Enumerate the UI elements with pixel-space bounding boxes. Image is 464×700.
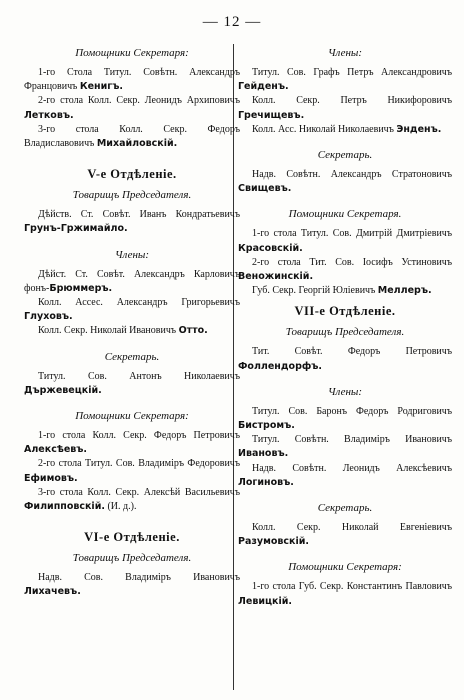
heading-members: Члены: xyxy=(114,248,150,261)
entry: 1-го Стола Титул. Совѣтн. Александръ Францовичъ Кенигъ. xyxy=(24,67,240,93)
entry: Губ. Секр. Георгій Юліевичъ Меллеръ. xyxy=(252,285,432,297)
entry: Надв. Совѣтн. Александръ Стратоновичъ Свищевъ. xyxy=(238,169,452,195)
entry: Титул. Совѣтн. Владиміръ Ивановичъ Ивановъ. xyxy=(238,434,452,460)
heading-members: Члены: xyxy=(327,385,363,398)
entry: 3-го стола Колл. Секр. Федоръ Владиславовичъ Михайловскій. xyxy=(24,123,240,150)
heading-deputy-chair: Товарищъ Председателя. xyxy=(72,189,192,202)
left-column xyxy=(24,46,240,600)
heading-secretary: Секретарь. xyxy=(317,502,373,515)
entry: Титул. Сов. Графъ Петръ Александровичъ Гейденъ. xyxy=(238,67,452,93)
heading-members: Члены: xyxy=(327,47,363,59)
entry: 1-го стола Колл. Секр. Федоръ Петровичъ Алексѣевъ. xyxy=(24,430,240,456)
section-title: VI-е Отдѣленіе. xyxy=(84,530,180,545)
entry: Колл. Секр. Николай Ивановичъ Отто. xyxy=(38,325,208,337)
heading-secretary: Секретарь. xyxy=(317,149,373,162)
entry: 3-го стола Колл. Секр. Алексѣй Васильевичъ Филипповскій. (И. д.). xyxy=(24,486,240,513)
heading-secretary: Секретарь. xyxy=(104,350,160,363)
entry: 2-го стола Колл. Секр. Леонидъ Архиповичъ Летковъ. xyxy=(24,95,240,121)
right-column xyxy=(238,46,452,609)
entry: Титул. Сов. Антонъ Николаевичъ Държевецкій. xyxy=(24,370,240,396)
entry: 2-го стола Титул. Сов. Владиміръ Федоровичъ Ефимовъ. xyxy=(24,458,240,484)
heading-assistants: Помощники Секретаря. xyxy=(288,208,402,221)
entry: Надв. Совѣтн. Леонидъ Алексѣевичъ Логиновъ. xyxy=(238,462,452,488)
entry: 1-го стола Титул. Сов. Дмитрій Дмитріевичъ Красовскій. xyxy=(238,228,452,254)
entry: Дѣйст. Ст. Совѣт. Александръ Карловичъ фонъ-Брюммеръ. xyxy=(24,268,240,294)
section-title: VII-е Отдѣленіе. xyxy=(294,304,396,319)
entry: Надв. Сов. Владиміръ Ивановичъ Лихачевъ. xyxy=(24,572,240,598)
entry: Колл. Секр. Петръ Никифоровичъ Гречищевъ. xyxy=(238,95,452,121)
entry: 1-го стола Губ. Секр. Константинъ Павловичъ Левицкій. xyxy=(238,581,452,607)
entry: Колл. Секр. Николай Евгеніевичъ Разумовскій. xyxy=(238,522,452,548)
heading-assistants: Помощники Секретаря: xyxy=(75,47,189,59)
entry: Колл. Асс. Николай Николаевичъ Энденъ. xyxy=(252,123,442,135)
entry: Колл. Ассес. Александръ Григорьевичъ Глуховъ. xyxy=(24,297,240,323)
heading-deputy-chair: Товарищъ Председателя. xyxy=(72,552,192,565)
heading-assistants: Помощники Секретаря: xyxy=(75,410,189,423)
entry: Дѣйств. Ст. Совѣт. Иванъ Кондратьевичъ Грунъ-Гржимайло. xyxy=(24,209,240,235)
heading-deputy-chair: Товарищъ Председателя. xyxy=(285,326,405,339)
page-number: — 12 — xyxy=(202,14,262,30)
entry: Титул. Сов. Баронъ Федоръ Родриговичъ Бистромъ. xyxy=(238,405,452,432)
section-title: V-е Отдѣленіе. xyxy=(87,167,177,182)
heading-assistants: Помощники Секретаря: xyxy=(288,561,402,574)
entry: Тит. Совѣт. Федоръ Петровичъ Фоллендорфъ. xyxy=(238,346,452,372)
entry: 2-го стола Тит. Сов. Іосифъ Устиновичъ Веножинскій. xyxy=(238,256,452,283)
